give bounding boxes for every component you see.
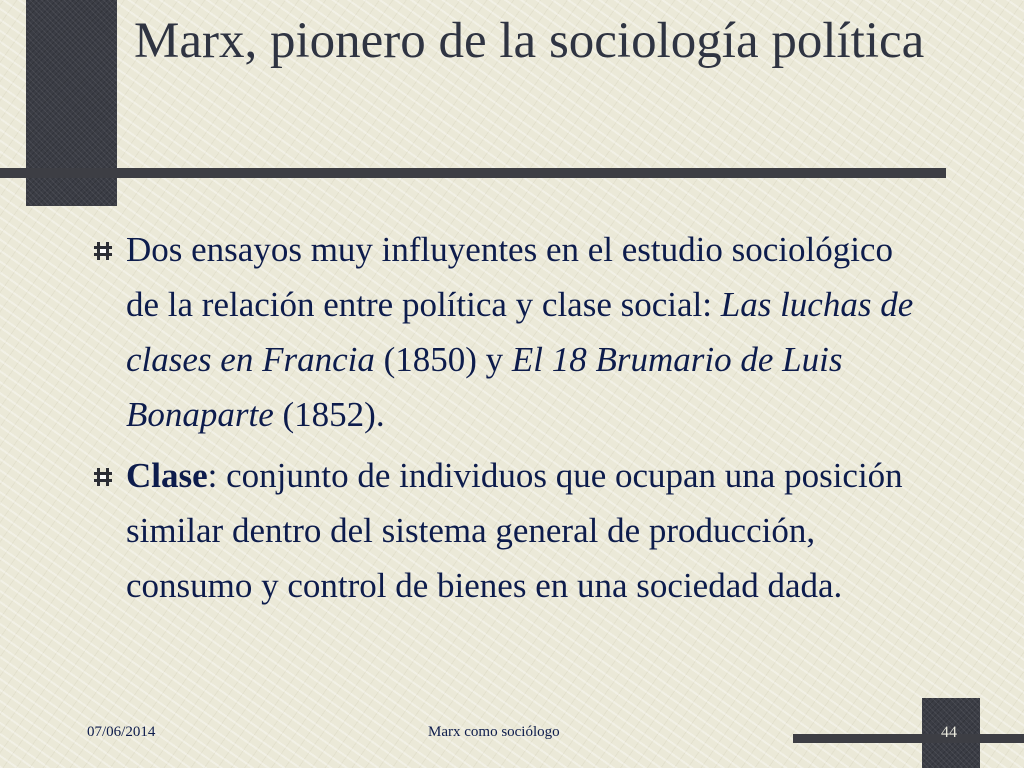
bullet-text-normal: (1850) y [374,340,512,379]
bullet-text-normal: (1852). [273,395,385,434]
bullet-list [90,222,920,619]
page-number: 44 [941,724,957,741]
bullet-text-normal: : conjunto de individuos que ocupan una posición similar dentro del sistema general de producción, consumo y control de bienes en una sociedad dada. [126,456,903,605]
work-title-italic: El 18 Brumario de Luis Bonaparte [126,340,843,434]
bullet-item [90,448,920,613]
bullet-text-normal: Dos ensayos muy influyentes en el estudio sociológico de la relación entre política y clase social: [126,230,893,324]
title-divider-rule [0,168,946,178]
footer-date: 07/06/2014 [87,724,156,740]
hash-bullet-icon [93,241,113,261]
footer-title: Marx como sociólogo [428,724,560,740]
term-bold: Clase [126,456,208,495]
slide-title: Marx, pionero de la sociología política [134,13,925,69]
footer-divider-rule [793,734,1024,743]
bullet-item [90,222,920,442]
work-title-italic: Las luchas de clases en Francia [126,285,914,379]
hash-bullet-icon [93,467,113,487]
